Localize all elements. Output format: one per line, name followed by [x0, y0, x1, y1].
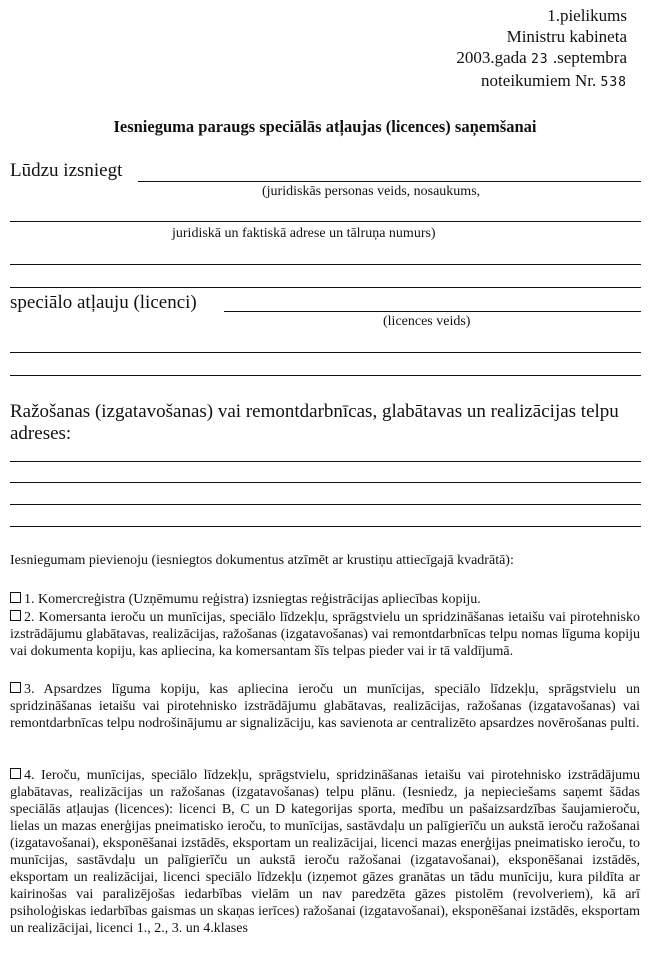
attachment-item-2 — [10, 609, 640, 660]
attachment-item-4-text: 4. Ieroču, munīcijas, speciālo līdzekļu, sprāgstvielu, spridzināšanas ietaišu vai pirotehnisko izstrādājumu glabātavas, realizācijas un ražošanas (izgatavošanas) telpu plānu. (Iesniedz, ja nepieciešams saņemt šādas speciālās atļaujas (licences): licenci B, C un D kategorijas sporta, medību un pašaizsardzības šaujamieroču, lielas un mazas enerģijas pneimatisko ieroču, to munīcijas, sastāvdaļu un palīgierīču un aukstā ieroču ražošanai (izgatavošanai), eksponēšanai izstādēs, eksportam un realizācijai, licenci mazas enerģijas pneimatisko ieroču, to munīcijas, sastāvdaļu un palīgierīču un aukstā ieroču ražošanai (izgatavošanai), eksponēšanai izstādēs, eksportam un realizācijai, licenci speciālo līdzekļu (izņemot gāzes granātas un tādu munīciju, kura pildīta ar kairinošas vai paralizējošas iedarbības vielām un nav paredzēta gāzes pistolēm (revolveriem), kā arī psiholoģiskas iedarbības gaismas un skaņas ierīces) ražošanai (izgatavošanai), eksponēšanai izstādēs, eksportam un realizācijai, licenci 1., 2., 3. un 4.klases — [10, 768, 640, 936]
request-input-line-2[interactable] — [10, 221, 641, 222]
request-input-line-3[interactable] — [10, 264, 641, 265]
attachment-item-1 — [10, 591, 640, 608]
date-line — [456, 48, 627, 70]
license-label: speciālo atļauju (licenci) — [10, 292, 197, 313]
request-input-line[interactable] — [138, 181, 641, 182]
request-label: Lūdzu izsniegt — [10, 160, 123, 181]
premises-input-line-4[interactable] — [10, 526, 641, 527]
attachment-item-1-text: 1. Komercreģistra (Uzņēmumu reģistra) izsniegtas reģistrācijas apliecības kopiju. — [24, 592, 481, 607]
license-input-line-3[interactable] — [10, 375, 641, 376]
attachment-3-checkbox[interactable] — [10, 682, 21, 693]
request-input-line-4[interactable] — [10, 287, 641, 288]
attachment-item-3 — [10, 681, 640, 732]
premises-input-line-2[interactable] — [10, 482, 641, 483]
request-hint-2: juridiskā un faktiskā adrese un tālruņa numurs) — [172, 226, 436, 241]
license-input-line[interactable] — [224, 311, 641, 312]
attachment-1-checkbox[interactable] — [10, 592, 21, 603]
license-input-line-2[interactable] — [10, 352, 641, 353]
license-hint: (licences veids) — [383, 314, 471, 329]
premises-input-line-3[interactable] — [10, 504, 641, 505]
page-title: Iesnieguma paraugs speciālās atļaujas (licences) saņemšanai — [113, 117, 537, 136]
annex-label: 1.pielikums — [547, 6, 627, 25]
date-day: 23 — [530, 52, 549, 67]
regulation-prefix: noteikumiem Nr. — [481, 71, 597, 90]
attachments-intro: Iesniegumam pievienoju (iesniegtos dokumentus atzīmēt ar krustiņu attiecīgajā kvadrātā): — [10, 553, 514, 568]
date-prefix: 2003.gada — [456, 48, 527, 67]
regulation-number: 538 — [600, 75, 627, 90]
attachment-item-4 — [10, 767, 640, 937]
premises-input-line-1[interactable] — [10, 461, 641, 462]
attachment-item-2-text: 2. Komersanta ieroču un munīcijas, speciālo līdzekļu, sprāgstvielu un spridzināšanas ietaišu vai pirotehnisko izstrādājumu glabātavas, realizācijas, ražošanas (izgatavošanas) vai remontdarbnīcas telpu nomas līguma kopiju vai dokumenta kopiju, kas apliecina, ka komersantam šīs telpas pieder vai ir tā valdījumā. — [10, 610, 640, 659]
premises-label: Ražošanas (izgatavošanas) vai remontdarbnīcas, glabātavas un realizācijas telpu adreses: — [10, 401, 619, 444]
regulation-line — [481, 71, 627, 93]
date-month: .septembra — [552, 48, 627, 67]
attachment-4-checkbox[interactable] — [10, 768, 21, 779]
cabinet-label: Ministru kabineta — [506, 27, 627, 46]
attachment-2-checkbox[interactable] — [10, 610, 21, 621]
attachment-item-3-text: 3. Apsardzes līguma kopiju, kas apliecina ieroču un munīcijas, speciālo līdzekļu, sprāgstvielu un spridzināšanas ietaišu vai pirotehnisko izstrādājumu glabātavas, realizācijas, ražošanas (izgatavošanas) vai remontdarbnīcas telpu nodrošinājumu ar signalizāciju, kas savienota ar centralizēto apsardzes novērošanas pulti. — [10, 682, 640, 731]
request-hint-1: (juridiskās personas veids, nosaukums, — [262, 184, 481, 199]
